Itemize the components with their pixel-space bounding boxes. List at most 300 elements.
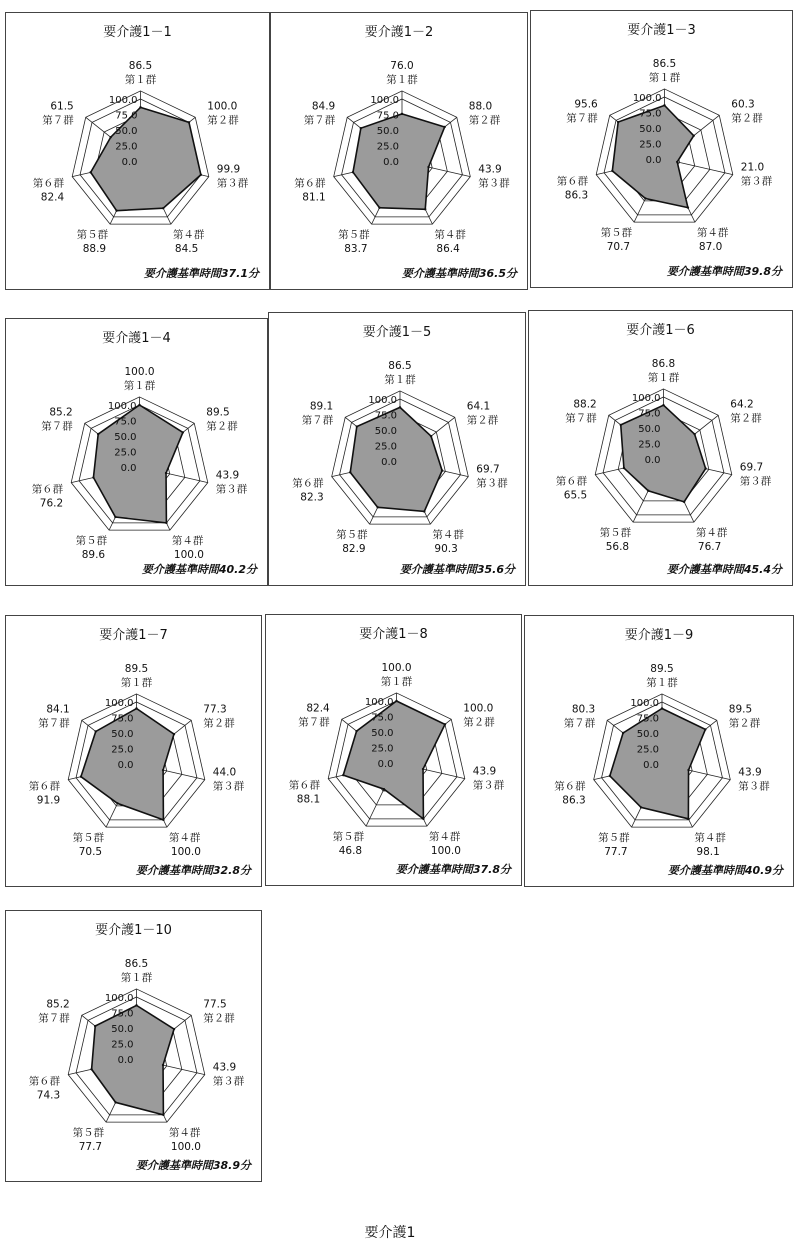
- data-point: [173, 733, 175, 735]
- tick-label: 0.0: [121, 157, 138, 168]
- value-label: 91.9: [36, 794, 61, 807]
- data-point: [92, 476, 94, 478]
- tick-label: 100.0: [107, 401, 137, 412]
- axis-label: 第７群: [566, 112, 598, 125]
- axis-label: 第４群: [172, 229, 205, 242]
- data-point: [173, 1028, 175, 1030]
- tick-label: 25.0: [636, 744, 659, 756]
- value-label: 88.0: [468, 100, 493, 113]
- axis-label: 第７群: [303, 114, 336, 127]
- tick-label: 100.0: [104, 698, 134, 709]
- tick-label: 100.0: [630, 698, 659, 709]
- value-label: 86.5: [388, 359, 412, 372]
- tick-label: 100.0: [370, 95, 399, 106]
- value-label: 100.0: [381, 661, 412, 674]
- radar-panel-6: [528, 310, 793, 586]
- data-point: [444, 723, 446, 725]
- tick-label: 50.0: [111, 1024, 134, 1035]
- tick-label: 0.0: [117, 1055, 134, 1066]
- data-point: [704, 467, 706, 469]
- tick-label: 100.0: [368, 395, 397, 406]
- value-label: 77.7: [78, 1141, 103, 1154]
- value-label: 43.9: [472, 765, 497, 778]
- value-label: 43.9: [215, 469, 240, 482]
- data-point: [162, 769, 164, 771]
- axis-label: 第４群: [428, 831, 461, 844]
- tick-label: 100.0: [104, 993, 134, 1004]
- value-label: 44.0: [212, 766, 237, 779]
- value-label: 89.1: [309, 400, 334, 413]
- data-point: [427, 166, 429, 168]
- tick-label: 50.0: [638, 424, 661, 435]
- tick-label: 0.0: [117, 760, 134, 771]
- data-point: [97, 433, 99, 435]
- page-caption: 要介護1: [364, 1225, 416, 1241]
- data-point: [356, 425, 358, 427]
- axis-label: 第６群: [294, 177, 326, 190]
- axis-label: 第５群: [75, 535, 108, 548]
- value-label: 82.4: [40, 191, 65, 204]
- data-point: [693, 433, 695, 435]
- tick-label: 100.0: [631, 393, 661, 404]
- axis-label: 第４群: [696, 227, 729, 240]
- tick-label: 75.0: [111, 713, 134, 725]
- axis-label: 第２群: [728, 717, 761, 730]
- value-label: 86.4: [436, 243, 460, 256]
- tick-label: 25.0: [374, 441, 397, 453]
- value-label: 82.3: [300, 491, 324, 504]
- axis-label: 第２群: [468, 114, 501, 127]
- radar-panel-5: [268, 312, 526, 586]
- value-label: 100.0: [170, 1141, 201, 1154]
- data-point: [135, 1004, 137, 1006]
- data-point: [620, 424, 622, 426]
- data-point: [661, 707, 663, 709]
- radar-panel-2: [270, 12, 528, 290]
- tick-label: 100.0: [364, 697, 394, 708]
- radar-panel-7: [5, 615, 262, 887]
- tick-label: 50.0: [374, 426, 397, 437]
- data-point: [182, 431, 184, 433]
- value-label: 88.2: [573, 398, 597, 411]
- axis-label: 第２群: [203, 717, 235, 730]
- tick-label: 0.0: [644, 455, 661, 466]
- data-point: [188, 121, 190, 123]
- value-label: 64.2: [730, 398, 754, 411]
- data-point: [623, 467, 625, 469]
- tick-label: 75.0: [371, 712, 394, 724]
- data-point: [609, 775, 611, 777]
- chart-title: 要介護1－1: [103, 25, 172, 40]
- data-point: [114, 1101, 116, 1103]
- value-label: 77.5: [203, 998, 227, 1011]
- data-point: [162, 207, 164, 209]
- axis-label: 第５群: [76, 229, 109, 242]
- data-series-area: [93, 405, 182, 523]
- axis-label: 第１群: [380, 675, 413, 688]
- axis-label: 第３群: [738, 780, 770, 793]
- tick-label: 50.0: [111, 729, 134, 740]
- data-point: [135, 707, 137, 709]
- value-label: 85.2: [49, 406, 73, 419]
- axis-label: 第６群: [32, 177, 65, 190]
- data-point: [683, 501, 685, 503]
- value-label: 89.5: [124, 662, 149, 675]
- radar-panel-4: [5, 318, 268, 586]
- value-label: 89.5: [650, 662, 674, 675]
- radar-panel-10: [5, 910, 262, 1182]
- tick-label: 50.0: [114, 432, 137, 443]
- tick-label: 50.0: [376, 126, 399, 137]
- axis-label: 第２群: [207, 114, 239, 127]
- data-point: [116, 802, 118, 804]
- axis-label: 第１群: [384, 373, 416, 386]
- axis-label: 第５群: [599, 527, 632, 540]
- tick-label: 0.0: [381, 457, 397, 468]
- data-point: [395, 700, 397, 702]
- data-point: [200, 174, 202, 176]
- data-point: [443, 126, 445, 128]
- value-label: 77.7: [604, 846, 628, 859]
- axis-label: 第１群: [120, 971, 153, 984]
- value-label: 69.7: [476, 463, 500, 476]
- axis-label: 第３群: [740, 175, 773, 188]
- data-point: [704, 728, 706, 730]
- axis-label: 第５群: [338, 229, 370, 242]
- tick-label: 25.0: [371, 743, 394, 755]
- standard-time-note: 要介護基準時間37.1分: [143, 267, 259, 280]
- value-label: 84.1: [46, 703, 70, 716]
- tick-label: 25.0: [639, 139, 662, 151]
- axis-label: 第６群: [556, 175, 589, 188]
- axis-label: 第２群: [206, 420, 238, 433]
- axis-label: 第７群: [298, 716, 330, 729]
- tick-label: 75.0: [376, 110, 399, 122]
- tick-label: 0.0: [643, 760, 659, 771]
- value-label: 100.0: [207, 100, 238, 113]
- value-label: 86.8: [651, 357, 676, 370]
- chart-title: 要介護1－2: [364, 25, 434, 40]
- tick-label: 75.0: [638, 408, 661, 420]
- axis-label: 第５群: [600, 227, 633, 240]
- axis-label: 第２群: [731, 112, 763, 125]
- value-label: 100.0: [124, 365, 155, 378]
- data-point: [80, 775, 82, 777]
- data-point: [162, 1114, 164, 1116]
- value-label: 85.2: [46, 998, 70, 1011]
- data-point: [430, 435, 432, 437]
- value-label: 77.3: [203, 703, 227, 716]
- value-label: 46.8: [338, 845, 363, 858]
- axis-label: 第３群: [212, 780, 245, 793]
- data-point: [355, 730, 357, 732]
- axis-label: 第３群: [212, 1075, 245, 1088]
- value-label: 65.5: [563, 489, 588, 502]
- tick-label: 25.0: [111, 1039, 134, 1051]
- data-point: [401, 113, 403, 115]
- axis-label: 第１群: [648, 71, 681, 84]
- data-point: [352, 171, 354, 173]
- standard-time-note: 要介護基準時間40.2分: [141, 563, 257, 576]
- value-label: 64.1: [466, 400, 491, 413]
- tick-label: 25.0: [638, 439, 661, 451]
- axis-label: 第３群: [478, 177, 510, 190]
- data-point: [114, 516, 116, 518]
- value-label: 74.3: [36, 1089, 61, 1102]
- standard-time-note: 要介護基準時間32.8分: [135, 864, 251, 877]
- value-label: 89.5: [206, 406, 230, 419]
- data-point: [165, 522, 167, 524]
- chart-title: 要介護1－3: [627, 23, 696, 38]
- value-label: 86.5: [652, 57, 677, 70]
- tick-label: 0.0: [120, 463, 137, 474]
- axis-label: 第３群: [216, 177, 249, 190]
- axis-label: 第５群: [332, 831, 365, 844]
- radar-chart: [271, 13, 529, 291]
- standard-time-note: 要介護基準時間38.9分: [135, 1159, 251, 1172]
- value-label: 88.9: [82, 243, 107, 256]
- value-label: 86.3: [562, 794, 586, 807]
- standard-time-note: 要介護基準時間40.9分: [667, 864, 783, 877]
- data-point: [640, 806, 642, 808]
- data-point: [622, 732, 624, 734]
- tick-label: 100.0: [632, 93, 662, 104]
- axis-label: 第１群: [646, 676, 678, 689]
- data-point: [378, 207, 380, 209]
- chart-title: 要介護1－9: [624, 628, 694, 643]
- tick-label: 25.0: [111, 744, 134, 756]
- value-label: 81.1: [302, 191, 326, 204]
- radar-chart: [6, 13, 271, 291]
- data-point: [647, 490, 649, 492]
- axis-label: 第１群: [647, 371, 680, 384]
- data-point: [139, 106, 141, 108]
- axis-label: 第６群: [554, 780, 586, 793]
- axis-label: 第７群: [301, 414, 334, 427]
- tick-label: 75.0: [639, 108, 662, 120]
- axis-label: 第７群: [38, 717, 70, 730]
- data-point: [687, 206, 689, 208]
- axis-label: 第６群: [288, 779, 321, 792]
- value-label: 84.9: [311, 100, 336, 113]
- data-point: [687, 818, 689, 820]
- standard-time-note: 要介護基準時間37.8分: [395, 863, 511, 876]
- tick-label: 50.0: [115, 126, 138, 137]
- tick-label: 75.0: [115, 110, 138, 122]
- axis-label: 第５群: [72, 1127, 105, 1140]
- value-label: 82.4: [306, 702, 330, 715]
- axis-label: 第６群: [28, 1075, 61, 1088]
- data-point: [376, 506, 378, 508]
- radar-chart: [269, 313, 527, 587]
- value-label: 88.1: [296, 793, 321, 806]
- radar-chart: [6, 616, 263, 888]
- radar-chart: [529, 311, 794, 587]
- data-point: [115, 209, 117, 211]
- axis-label: 第２群: [203, 1012, 235, 1025]
- tick-label: 75.0: [111, 1008, 134, 1020]
- radar-chart: [531, 11, 794, 289]
- value-label: 86.3: [564, 189, 589, 202]
- value-label: 56.8: [605, 541, 630, 554]
- radar-chart: [266, 615, 523, 887]
- data-point: [342, 774, 344, 776]
- data-point: [441, 469, 443, 471]
- data-point: [693, 134, 695, 136]
- data-point: [94, 1025, 96, 1027]
- axis-label: 第４群: [434, 229, 466, 242]
- axis-label: 第５群: [72, 832, 105, 845]
- tick-label: 100.0: [108, 95, 138, 106]
- axis-label: 第３群: [472, 779, 505, 792]
- chart-title: 要介護1－8: [359, 627, 428, 642]
- axis-label: 第６群: [292, 477, 324, 490]
- data-point: [644, 197, 646, 199]
- value-label: 76.2: [39, 497, 64, 510]
- radar-panel-9: [524, 615, 794, 887]
- axis-label: 第３群: [476, 477, 508, 490]
- value-label: 100.0: [430, 845, 461, 858]
- data-point: [90, 1068, 92, 1070]
- axis-label: 第１群: [123, 379, 156, 392]
- tick-label: 75.0: [636, 713, 659, 725]
- data-point: [687, 769, 689, 771]
- axis-label: 第７群: [563, 717, 596, 730]
- value-label: 76.0: [390, 59, 414, 72]
- data-point: [138, 404, 140, 406]
- tick-label: 75.0: [374, 410, 397, 422]
- tick-label: 50.0: [371, 728, 394, 739]
- value-label: 76.7: [697, 541, 722, 554]
- axis-label: 第６群: [555, 475, 588, 488]
- value-label: 95.6: [574, 98, 598, 111]
- axis-label: 第３群: [739, 475, 772, 488]
- value-label: 70.7: [606, 241, 631, 254]
- value-label: 100.0: [173, 549, 204, 562]
- data-point: [165, 472, 167, 474]
- value-label: 87.0: [698, 241, 723, 254]
- radar-panel-3: [530, 10, 793, 288]
- axis-label: 第３群: [215, 483, 248, 496]
- data-point: [162, 819, 164, 821]
- axis-label: 第５群: [336, 529, 368, 542]
- standard-time-note: 要介護基準時間36.5分: [401, 267, 517, 280]
- axis-label: 第１群: [124, 73, 157, 86]
- axis-label: 第２群: [463, 716, 495, 729]
- axis-label: 第４群: [171, 535, 204, 548]
- value-label: 84.5: [174, 243, 199, 256]
- axis-label: 第４群: [168, 832, 201, 845]
- axis-label: 第４群: [694, 832, 726, 845]
- data-point: [422, 768, 424, 770]
- tick-label: 75.0: [114, 416, 137, 428]
- data-point: [360, 127, 362, 129]
- tick-label: 50.0: [636, 729, 659, 740]
- value-label: 43.9: [478, 163, 502, 176]
- value-label: 98.1: [696, 846, 720, 859]
- axis-label: 第４群: [432, 529, 464, 542]
- standard-time-note: 要介護基準時間45.4分: [666, 563, 782, 576]
- value-label: 99.9: [216, 163, 241, 176]
- data-point: [383, 788, 385, 790]
- chart-title: 要介護1－5: [362, 325, 432, 340]
- data-point: [399, 406, 401, 408]
- axis-label: 第４群: [695, 527, 728, 540]
- tick-label: 25.0: [376, 141, 399, 153]
- radar-chart: [6, 911, 263, 1183]
- value-label: 70.5: [78, 846, 103, 859]
- axis-label: 第２群: [466, 414, 499, 427]
- data-point: [109, 136, 111, 138]
- value-label: 86.5: [128, 59, 153, 72]
- standard-time-note: 要介護基準時間39.8分: [666, 265, 782, 278]
- axis-label: 第４群: [168, 1127, 201, 1140]
- radar-chart: [6, 319, 269, 587]
- value-label: 89.6: [81, 549, 106, 562]
- value-label: 100.0: [463, 702, 494, 715]
- tick-label: 50.0: [639, 124, 662, 135]
- radar-panel-8: [265, 614, 522, 886]
- axis-label: 第２群: [730, 412, 762, 425]
- chart-title: 要介護1－4: [102, 331, 171, 346]
- value-label: 43.9: [212, 1061, 237, 1074]
- axis-label: 第７群: [38, 1012, 70, 1025]
- value-label: 90.3: [434, 543, 458, 556]
- tick-label: 25.0: [115, 141, 138, 153]
- data-point: [617, 121, 619, 123]
- data-point: [95, 730, 97, 732]
- axis-label: 第６群: [31, 483, 64, 496]
- axis-label: 第１群: [386, 73, 418, 86]
- standard-time-note: 要介護基準時間35.6分: [399, 563, 515, 576]
- chart-title: 要介護1－7: [99, 628, 168, 643]
- value-label: 82.9: [342, 543, 366, 556]
- value-label: 100.0: [170, 846, 201, 859]
- axis-label: 第６群: [28, 780, 61, 793]
- value-label: 83.7: [344, 243, 368, 256]
- data-point: [676, 161, 678, 163]
- value-label: 86.5: [124, 957, 149, 970]
- data-series-area: [343, 701, 445, 819]
- value-label: 43.9: [738, 766, 762, 779]
- tick-label: 25.0: [114, 447, 137, 459]
- data-point: [349, 471, 351, 473]
- data-point: [663, 104, 665, 106]
- axis-label: 第７群: [42, 114, 74, 127]
- data-point: [424, 208, 426, 210]
- radar-chart: [525, 616, 795, 888]
- axis-label: 第１群: [120, 676, 153, 689]
- value-label: 61.5: [50, 100, 74, 113]
- data-point: [662, 404, 664, 406]
- value-label: 60.3: [731, 98, 755, 111]
- axis-label: 第５群: [598, 832, 630, 845]
- data-point: [422, 818, 424, 820]
- data-point: [89, 171, 91, 173]
- chart-title: 要介護1－6: [626, 323, 695, 338]
- data-series-area: [621, 405, 706, 502]
- value-label: 89.5: [728, 703, 753, 716]
- value-label: 69.7: [739, 461, 764, 474]
- axis-label: 第７群: [41, 420, 73, 433]
- tick-label: 0.0: [383, 157, 399, 168]
- data-point: [162, 1064, 164, 1066]
- chart-title: 要介護1－10: [95, 923, 172, 938]
- tick-label: 0.0: [645, 155, 662, 166]
- data-point: [611, 170, 613, 172]
- value-label: 80.3: [571, 703, 596, 716]
- tick-label: 0.0: [377, 759, 394, 770]
